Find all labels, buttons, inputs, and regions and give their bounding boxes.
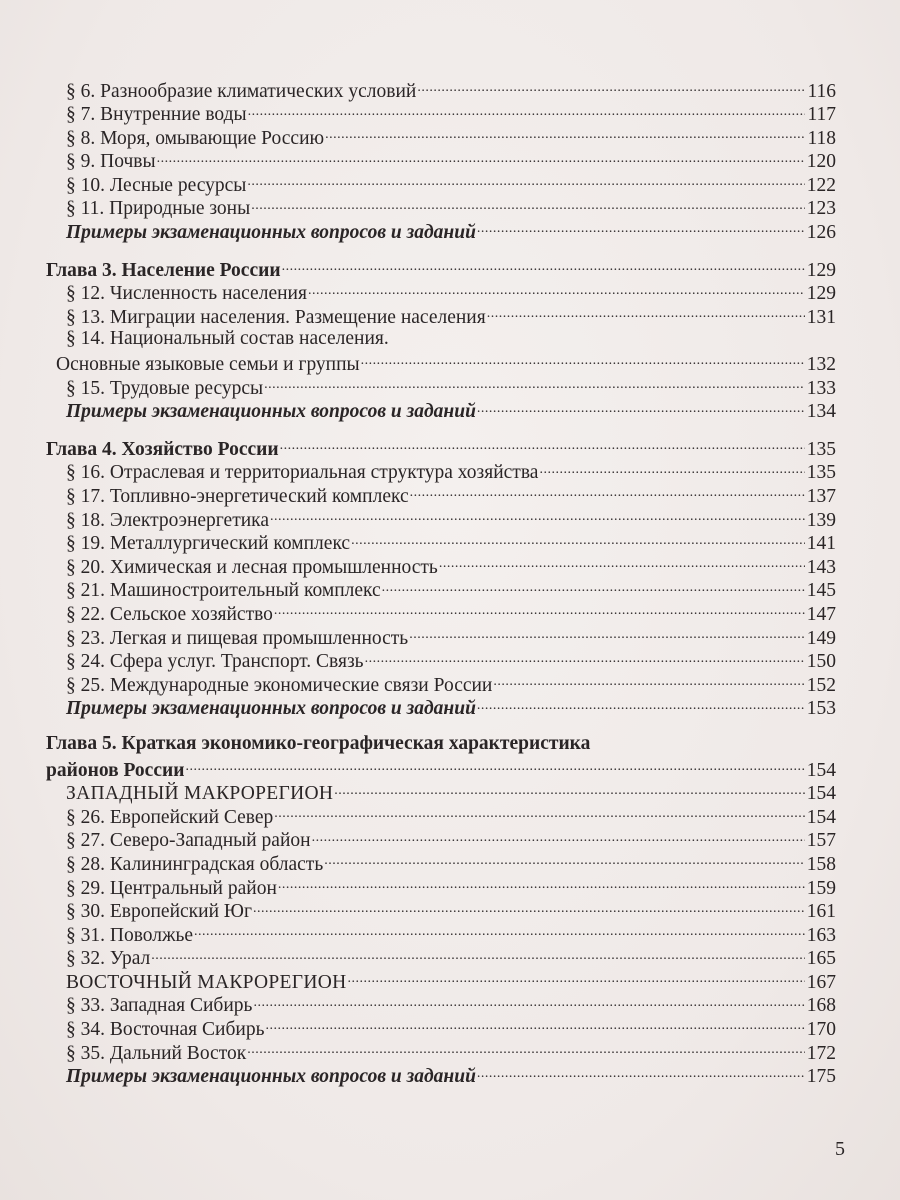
dot-leader <box>194 921 805 941</box>
toc-entry: § 26. Европейский Север ..... 154 <box>46 803 836 827</box>
dot-leader <box>282 256 805 276</box>
toc-macroregion-heading: ЗАПАДНЫЙ МАКРОРЕГИОН ..... 154 <box>46 780 836 804</box>
dot-leader <box>308 280 805 300</box>
dot-leader <box>312 827 805 847</box>
dot-leader <box>253 898 805 918</box>
toc-entry: § 16. Отраслевая и территориальная структура хозяйства ..... 135 <box>46 459 836 483</box>
toc-entry: § 31. Поволжье ..... 163 <box>46 921 836 945</box>
toc-entry: § 21. Машиностроительный комплекс ..... 145 <box>46 577 836 601</box>
toc-entry: § 10. Лесные ресурсы ..... 122 <box>46 171 836 195</box>
dot-leader <box>361 351 805 371</box>
dot-leader <box>493 671 805 691</box>
toc-entry: § 33. Западная Сибирь ..... 168 <box>46 992 836 1016</box>
dot-leader <box>439 553 805 573</box>
toc-exam-entry: Примеры экзаменационных вопросов и заданий ..... 153 <box>46 695 836 719</box>
toc-entry: § 9. Почвы ..... 120 <box>46 148 836 172</box>
dot-leader <box>410 483 805 503</box>
toc-entry: § 27. Северо-Западный район ..... 157 <box>46 827 836 851</box>
dot-leader <box>185 756 805 776</box>
toc-entry: § 25. Международные экономические связи России ..... 152 <box>46 671 836 695</box>
toc-entry: § 24. Сфера услуг. Транспорт. Связь ..... 150 <box>46 648 836 672</box>
dot-leader <box>409 624 805 644</box>
dot-leader <box>151 945 805 965</box>
dot-leader <box>264 374 805 394</box>
toc-chapter-heading: Глава 4. Хозяйство России ..... 135 <box>46 435 836 459</box>
dot-leader <box>351 530 805 550</box>
toc-entry: § 34. Восточная Сибирь ..... 170 <box>46 1016 836 1040</box>
dot-leader <box>274 803 805 823</box>
dot-leader <box>157 148 805 168</box>
toc-entry: § 11. Природные зоны ..... 123 <box>46 195 836 219</box>
toc-entry: § 8. Моря, омывающие Россию ..... 118 <box>46 124 836 148</box>
toc-entry: § 19. Металлургический комплекс ..... 141 <box>46 530 836 554</box>
toc-exam-entry: Примеры экзаменационных вопросов и заданий ..... 134 <box>46 398 836 422</box>
toc-chapter-heading: районов России ..... 154 <box>46 756 836 780</box>
toc-entry: § 23. Легкая и пищевая промышленность ..... 149 <box>46 624 836 648</box>
dot-leader <box>487 303 805 323</box>
dot-leader <box>365 648 805 668</box>
toc-entry: § 17. Топливно-энергетический комплекс ..... 137 <box>46 483 836 507</box>
dot-leader <box>382 577 805 597</box>
dot-leader <box>248 101 805 121</box>
dot-leader <box>477 219 805 239</box>
dot-leader <box>477 398 805 418</box>
toc-entry: § 13. Миграции населения. Размещение населения ..... 131 <box>46 303 836 327</box>
toc-entry: § 20. Химическая и лесная промышленность ..... 143 <box>46 553 836 577</box>
toc-exam-entry: Примеры экзаменационных вопросов и заданий ..... 126 <box>46 219 836 243</box>
dot-leader <box>247 1039 805 1059</box>
page-number: 5 <box>835 1138 845 1160</box>
dot-leader <box>251 195 805 215</box>
toc-entry: § 7. Внутренние воды ..... 117 <box>46 101 836 125</box>
toc-exam-entry: Примеры экзаменационных вопросов и заданий ..... 175 <box>46 1063 836 1087</box>
dot-leader <box>417 77 805 97</box>
table-of-contents <box>46 77 836 1086</box>
toc-entry: § 30. Европейский Юг ..... 161 <box>46 898 836 922</box>
dot-leader <box>477 1063 805 1083</box>
toc-entry: § 32. Урал ..... 165 <box>46 945 836 969</box>
toc-entry: Основные языковые семьи и группы ..... 132 <box>46 351 836 375</box>
toc-entry: § 22. Сельское хозяйство ..... 147 <box>46 600 836 624</box>
toc-entry: § 29. Центральный район ..... 159 <box>46 874 836 898</box>
dot-leader <box>539 459 805 479</box>
dot-leader <box>253 992 805 1012</box>
dot-leader <box>325 124 805 144</box>
dot-leader <box>278 874 805 894</box>
toc-entry: § 6. Разнообразие климатических условий ..... 116 <box>46 77 836 101</box>
toc-entry: § 18. Электроэнергетика ..... 139 <box>46 506 836 530</box>
toc-chapter-heading-line: Глава 5. Краткая экономико-географическая характеристика <box>46 733 591 755</box>
toc-chapter-heading: Глава 3. Население России ..... 129 <box>46 256 836 280</box>
dot-leader <box>347 968 805 988</box>
dot-leader <box>324 850 805 870</box>
dot-leader <box>334 780 805 800</box>
dot-leader <box>477 695 805 715</box>
dot-leader <box>270 506 805 526</box>
dot-leader <box>265 1016 805 1036</box>
dot-leader <box>247 171 805 191</box>
toc-macroregion-heading: ВОСТОЧНЫЙ МАКРОРЕГИОН ..... 167 <box>46 968 836 992</box>
dot-leader <box>274 600 805 620</box>
toc-entry: § 28. Калининградская область ..... 158 <box>46 850 836 874</box>
toc-entry-line: § 14. Национальный состав населения. <box>66 327 389 349</box>
toc-entry: § 12. Численность населения ..... 129 <box>46 280 836 304</box>
toc-entry: § 15. Трудовые ресурсы ..... 133 <box>46 374 836 398</box>
dot-leader <box>280 435 805 455</box>
toc-entry: § 35. Дальний Восток ..... 172 <box>46 1039 836 1063</box>
